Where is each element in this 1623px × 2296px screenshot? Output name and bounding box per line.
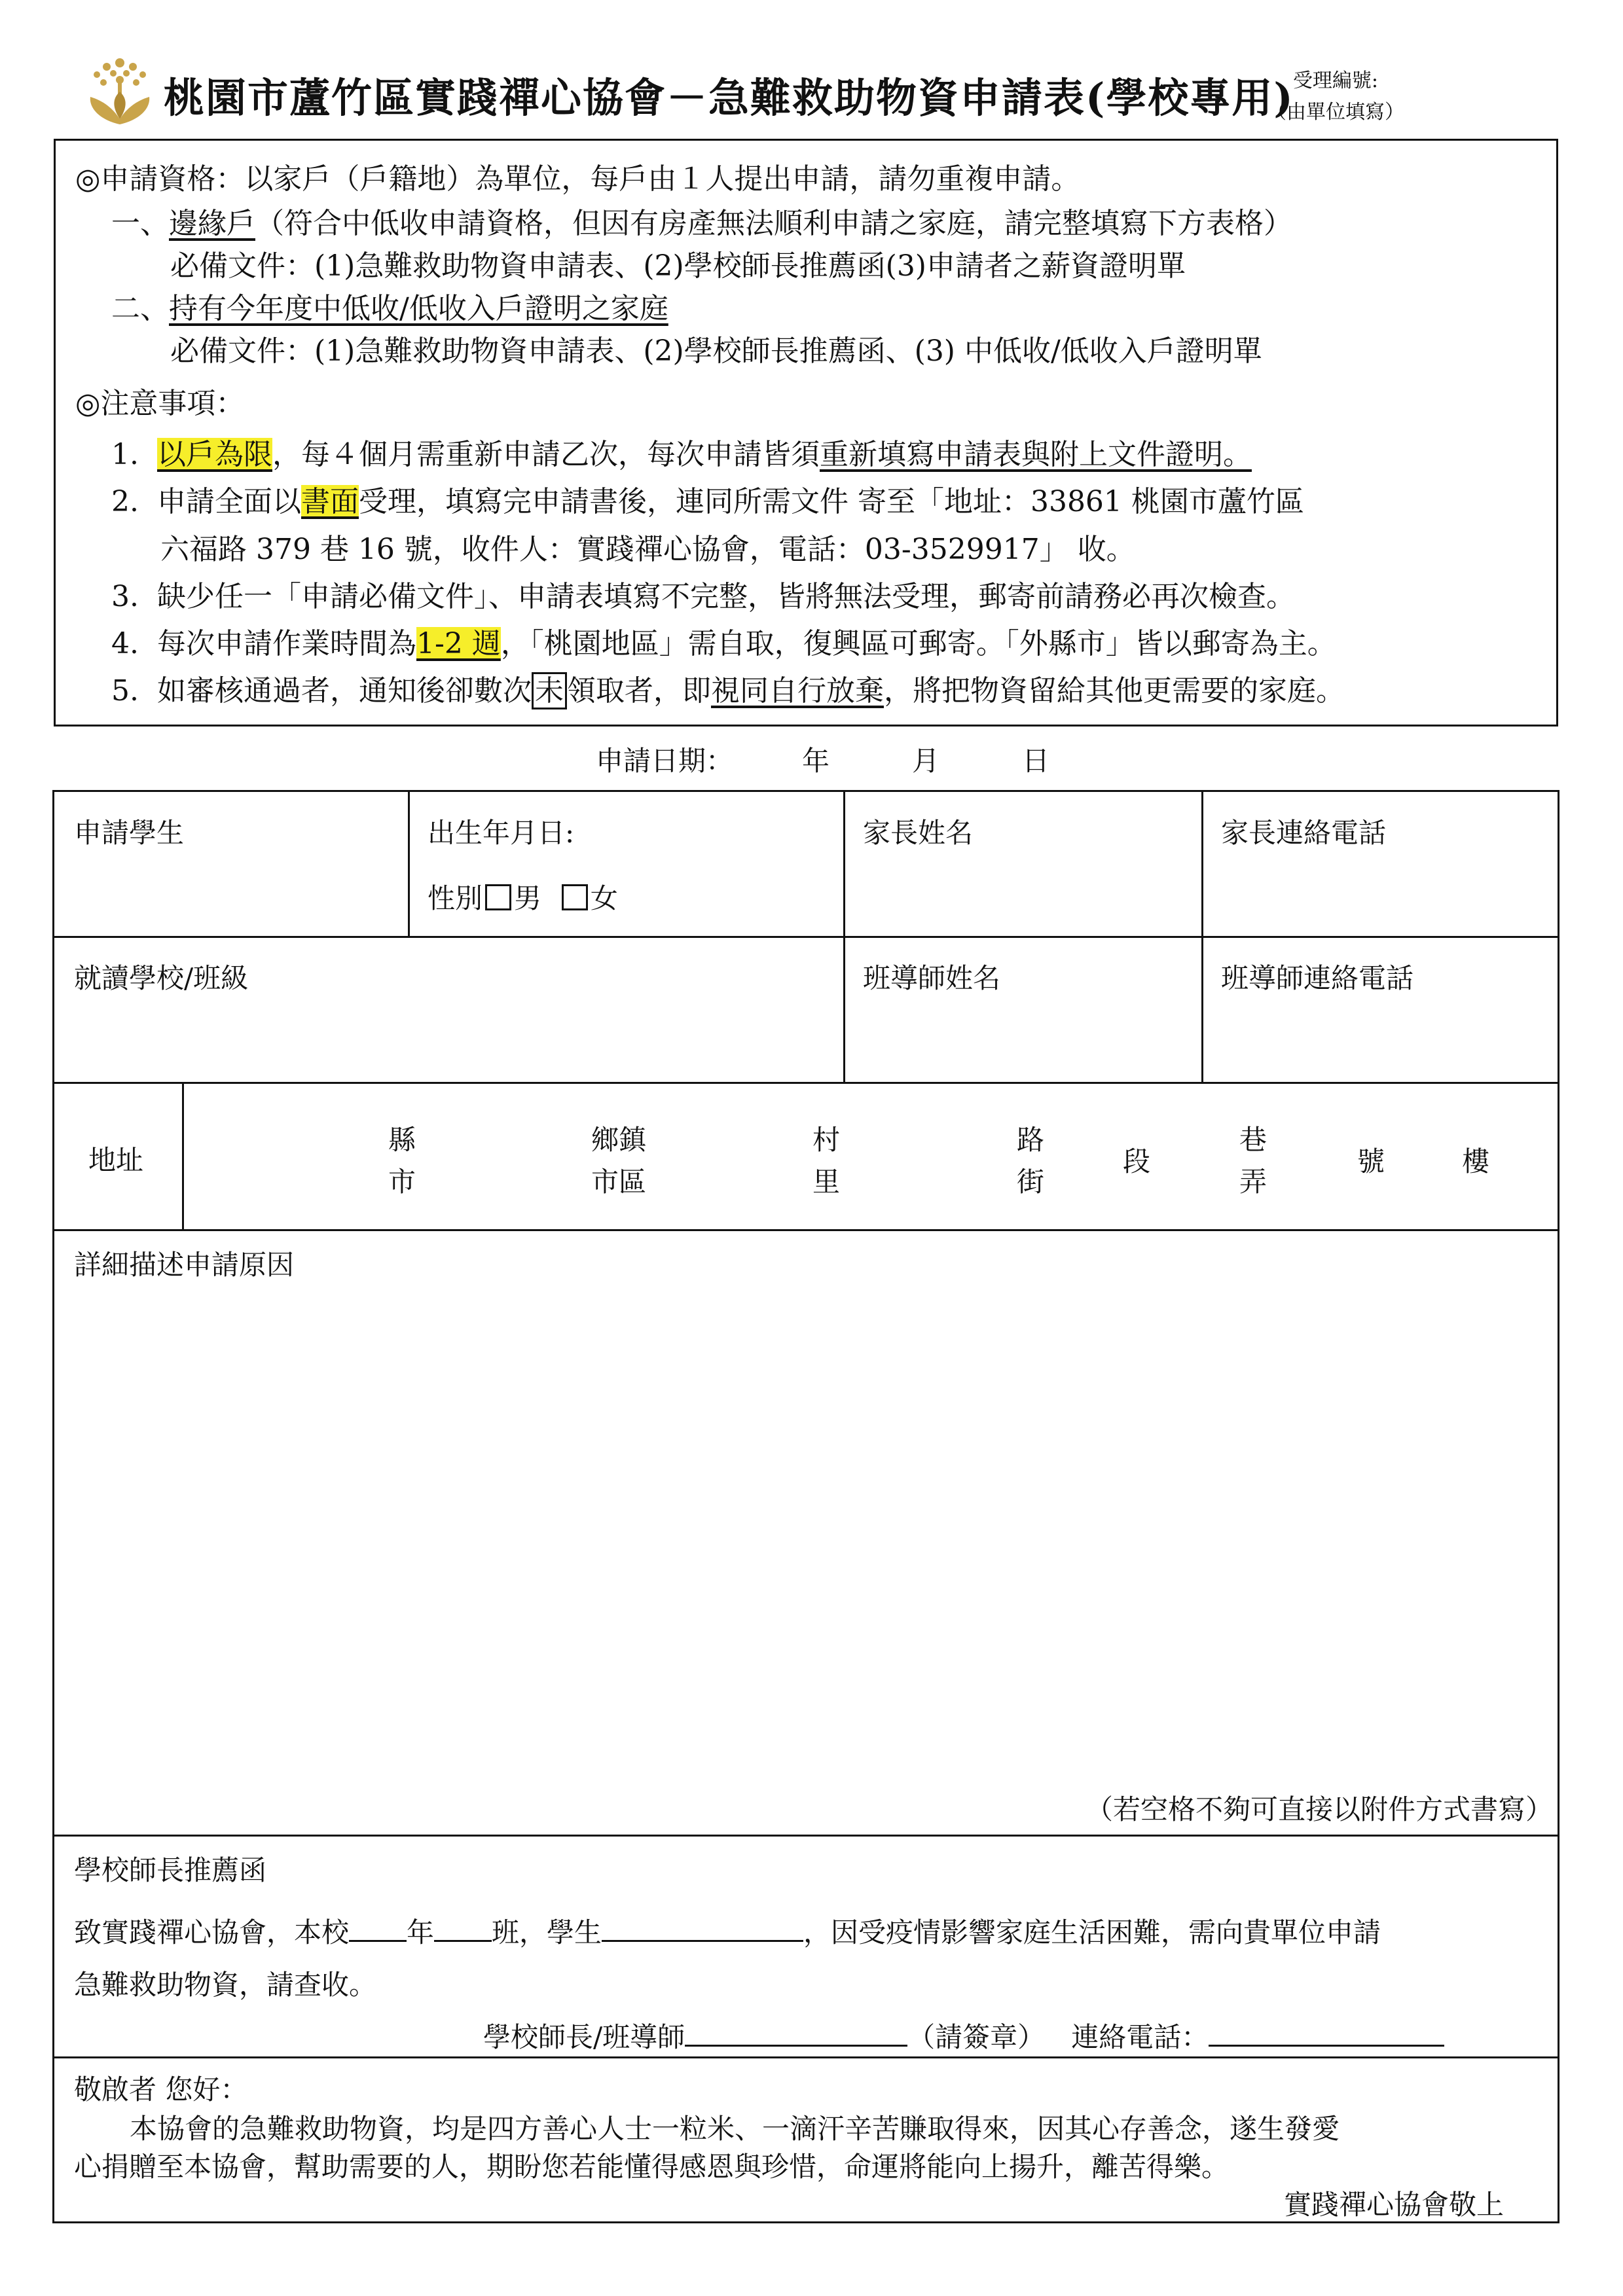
note-2: 2. 申請全面以書面受理，填寫完申請書後，連同所需文件 寄至「地址：33861 桃園市蘆竹區 — [111, 485, 1304, 518]
address-lane[interactable]: 巷 弄 — [1239, 1124, 1267, 1198]
eligibility-item-2: 二、持有今年度中低收/低收入戶證明之家庭 — [111, 292, 668, 325]
gender-female-checkbox[interactable] — [562, 884, 588, 910]
teacher-signature-blank[interactable] — [685, 2045, 907, 2047]
address-number[interactable]: 號 — [1357, 1145, 1385, 1177]
accept-number-note: （由單位填寫） — [1267, 101, 1404, 124]
note-5: 5. 如審核通過者，通知後卻數次 未 領取者，即視同自行放棄，將把物資留給其他更需要的家庭。 — [111, 667, 1345, 709]
reason-label: 詳細描述申請原因 — [74, 1249, 295, 1281]
student-name-field[interactable]: 申請學生 — [74, 817, 185, 849]
rec-student-blank[interactable] — [602, 1940, 803, 1942]
closing-line-2: 心捐贈至本協會，幫助需要的人，期盼您若能懂得感恩與珍惜，命運將能向上揚升，離苦得樂。 — [74, 2151, 1230, 2183]
teacher-phone-blank[interactable] — [1209, 2045, 1444, 2047]
accept-number-label: 受理編號: — [1292, 69, 1379, 92]
recommendation-line-1: 致實踐禪心協會，本校 年 班，學生 ，因受疫情影響家庭生活困難，需向貴單位申請 — [74, 1916, 1381, 1948]
gender-male-label: 男 — [514, 882, 542, 914]
item-1-documents: 必備文件：(1)急難救助物資申請表、(2)學校師長推薦函(3)申請者之薪資證明單 — [170, 249, 1186, 283]
gender-field: 性別 男 女 — [428, 882, 618, 914]
note-1: 1. 以戶為限，每４個月需重新申請乙次，每次申請皆須重新填寫申請表與附上文件證明。 — [111, 438, 1252, 471]
gender-male-checkbox[interactable] — [485, 884, 511, 910]
low-income-term: 持有今年度中低收/低收入戶證明之家庭 — [169, 292, 668, 325]
parent-phone-field[interactable]: 家長連絡電話 — [1221, 817, 1387, 849]
lotus-logo-icon — [77, 54, 162, 126]
address-road[interactable]: 路 街 — [1017, 1124, 1045, 1198]
notice-box — [54, 139, 1558, 726]
address-village[interactable]: 村 里 — [812, 1124, 841, 1198]
greeting: 敬啟者 您好： — [74, 2073, 248, 2106]
birth-date-field[interactable]: 出生年月日: — [428, 817, 575, 849]
eligibility-text: ◎申請資格：以家戶（戶籍地）為單位，每戶由１人提出申請，請勿重複申請。 — [75, 162, 1080, 196]
marginal-household-term: 邊緣戶 — [169, 207, 255, 240]
parent-name-field[interactable]: 家長姓名 — [863, 817, 974, 849]
address-section[interactable]: 段 — [1123, 1145, 1151, 1177]
application-date: 申請日期： 年 月 日 — [596, 745, 1050, 777]
school-class-field[interactable]: 就讀學校/班級 — [74, 962, 249, 994]
teacher-phone-field[interactable]: 班導師連絡電話 — [1221, 962, 1414, 994]
address-county[interactable]: 縣 市 — [388, 1124, 416, 1198]
form-title: 桃園市蘆竹區實踐禪心協會－急難救助物資申請表(學校專用) — [164, 74, 1294, 122]
item-2-documents: 必備文件：(1)急難救助物資申請表、(2)學校師長推薦函、(3) 中低收/低收入戶證明單 — [170, 334, 1262, 368]
recommendation-signature: 學校師長/班導師 （請簽章） 連絡電話： — [483, 2016, 1444, 2055]
recommendation-line-2: 急難救助物資，請查收。 — [74, 1969, 377, 2001]
recommendation-title: 學校師長推薦函 — [74, 1854, 267, 1886]
eligibility-item-1: 一、邊緣戶（符合中低收申請資格，但因有房產無法順利申請之家庭，請完整填寫下方表格） — [111, 207, 1292, 240]
reason-textarea[interactable] — [67, 1289, 1544, 1774]
signature: 實踐禪心協會敬上 — [1284, 2189, 1504, 2221]
rec-class-blank[interactable] — [434, 1940, 492, 1942]
accept-number — [1267, 65, 1404, 128]
address-label: 地址 — [88, 1144, 144, 1176]
note-4: 4. 每次申請作業時間為1-2 週，「桃園地區」需自取，復興區可郵寄。「外縣市」皆以郵寄為主。 — [111, 627, 1336, 660]
note-3: 3. 缺少任一「申請必備文件」、申請表填寫不完整，皆將無法受理，郵寄前請務必再次檢查。 — [111, 580, 1295, 613]
closing-line-1: 本協會的急難救助物資，均是四方善心人士一粒米、一滴汗辛苦賺取得來，因其心存善念，遂生發愛 — [130, 2113, 1340, 2145]
address-floor[interactable]: 樓 — [1462, 1145, 1490, 1177]
note-2-address: 六福路 379 巷 16 號，收件人：實踐禪心協會，電話：03-3529917」 收。 — [160, 533, 1135, 566]
gender-female-label: 女 — [590, 882, 618, 914]
notes-title: ◎注意事項： — [75, 387, 245, 420]
teacher-name-field[interactable]: 班導師姓名 — [863, 962, 1001, 994]
address-town[interactable]: 鄉鎮 市區 — [591, 1124, 647, 1198]
rec-year-blank[interactable] — [349, 1940, 407, 1942]
reason-note: （若空格不夠可直接以附件方式書寫） — [1085, 1793, 1554, 1825]
application-form — [52, 790, 1559, 2223]
